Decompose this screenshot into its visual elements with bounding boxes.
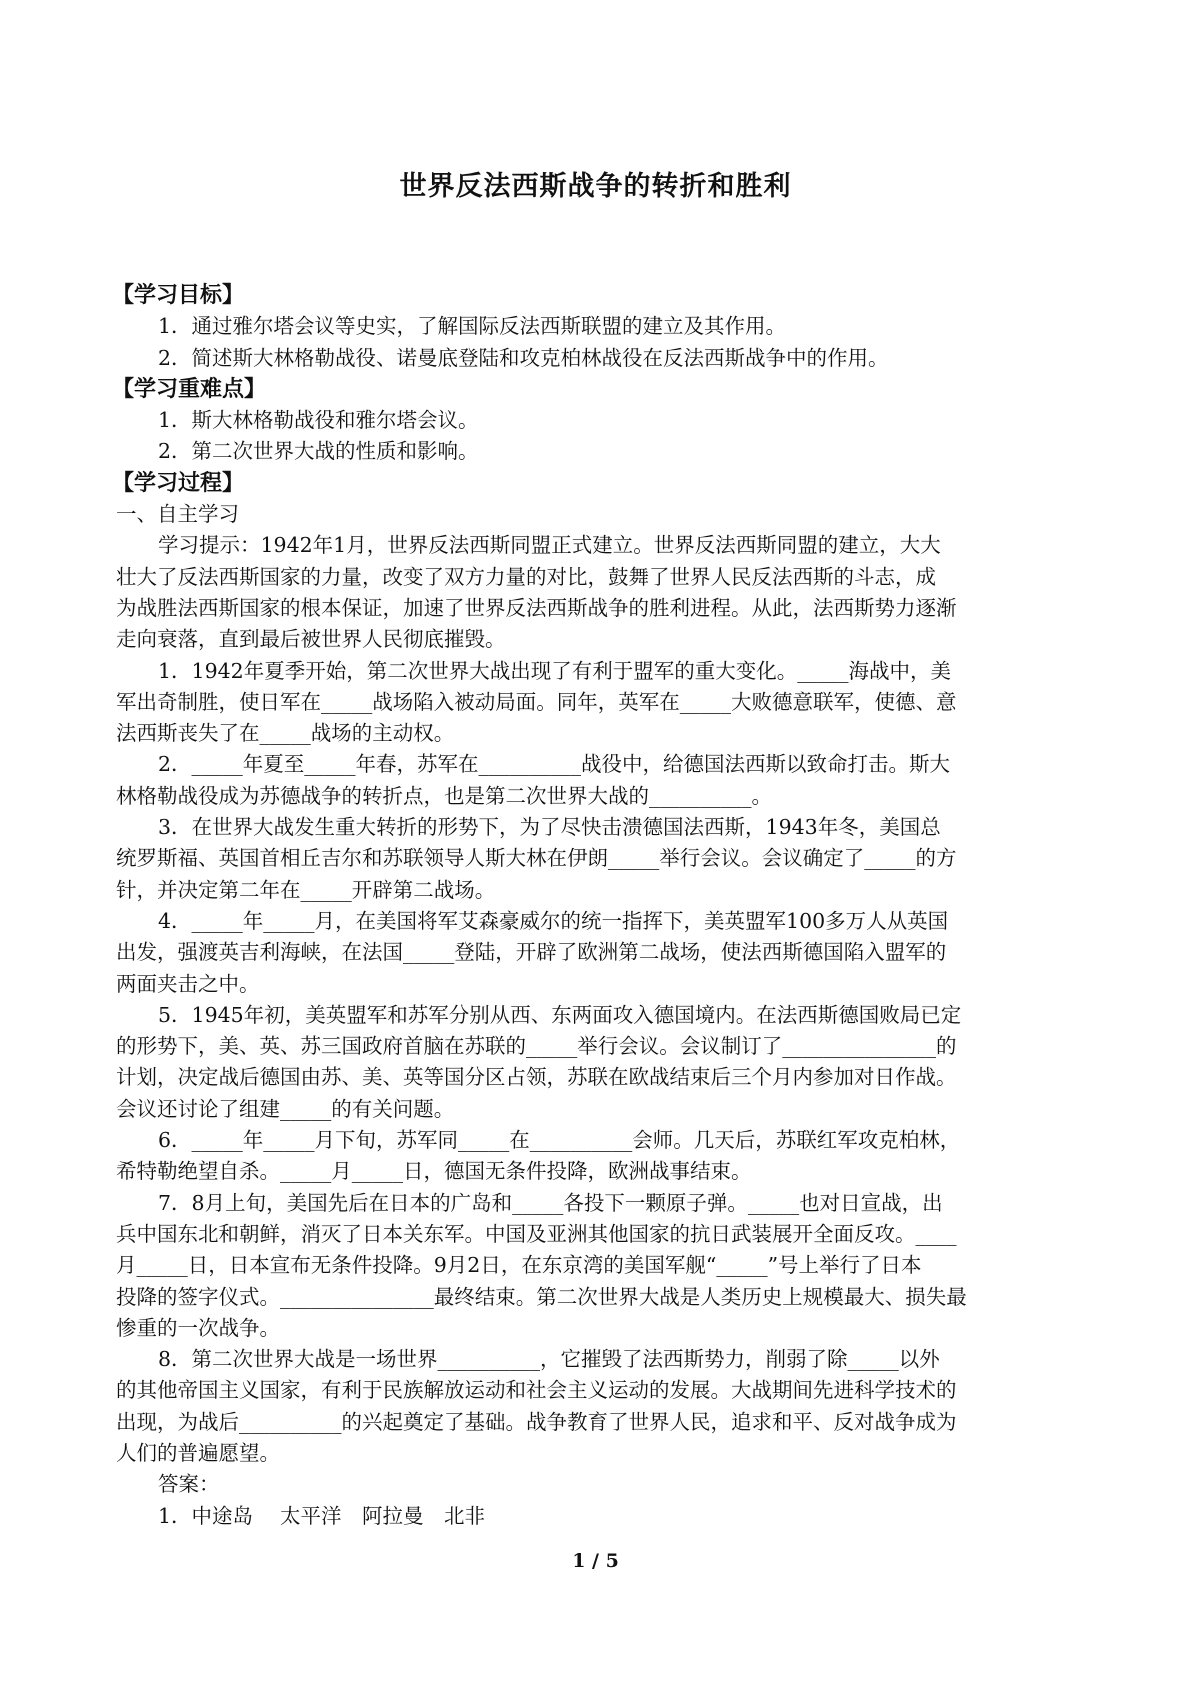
goal-item: 1．通过雅尔塔会议等史实，了解国际反法西斯联盟的建立及其作用。 xyxy=(158,314,787,339)
question-line: 7．8月上旬，美国先后在日本的广岛和_____各投下一颗原子弹。_____也对日宣战，出 xyxy=(158,1190,943,1215)
paragraph-line: 走向衰落，直到最后被世界人民彻底摧毁。 xyxy=(116,627,506,652)
answer-line: 1．中途岛 太平洋 阿拉曼 北非 xyxy=(158,1503,486,1528)
paragraph-line: 为战胜法西斯国家的根本保证，加速了世界反法西斯战争的胜利进程。从此，法西斯势力逐渐 xyxy=(116,595,957,620)
question-line: 5．1945年初，美英盟军和苏军分别从西、东两面攻入德国境内。在法西斯德国败局已定 xyxy=(158,1002,962,1027)
question-line: 计划，决定战后德国由苏、美、英等国分区占领，苏联在欧战结束后三个月内参加对日作战。 xyxy=(116,1065,957,1090)
section-heading-keypoints: 【学习重难点】 xyxy=(112,376,267,402)
question-line: 6．_____年_____月下旬，苏军同_____在__________会师。几天后，苏联红军攻克柏林， xyxy=(158,1128,961,1153)
question-line: 2．_____年夏至_____年春，苏军在__________战役中，给德国法西斯以致命打击。斯大 xyxy=(158,752,951,777)
question-line: 两面夹击之中。 xyxy=(116,971,260,996)
paragraph-line: 壮大了反法西斯国家的力量，改变了双方力量的对比，鼓舞了世界人民反法西斯的斗志，成 xyxy=(116,564,936,589)
question-line: 投降的签字仪式。_______________最终结束。第二次世界大战是人类历史上规模最大、损失最 xyxy=(116,1284,967,1309)
answers-label: 答案： xyxy=(158,1472,220,1497)
question-line: 1．1942年夏季开始，第二次世界大战出现了有利于盟军的重大变化。_____海战中，美 xyxy=(158,658,951,683)
page-number: 1 / 5 xyxy=(572,1550,619,1572)
question-line: 出现，为战后__________的兴起奠定了基础。战争教育了世界人民，追求和平、反对战争成为 xyxy=(116,1409,957,1434)
page-title: 世界反法西斯战争的转折和胜利 xyxy=(399,171,792,202)
question-line: 3．在世界大战发生重大转折的形势下，为了尽快击溃德国法西斯，1943年冬，美国总 xyxy=(158,815,941,840)
goal-item: 2．简述斯大林格勒战役、诺曼底登陆和攻克柏林战役在反法西斯战争中的作用。 xyxy=(158,345,889,370)
question-line: 军出奇制胜，使日军在_____战场陷入被动局面。同年，英军在_____大败德意联军，使德、意 xyxy=(116,689,957,714)
document-body xyxy=(112,280,1096,1532)
section-heading-goals: 【学习目标】 xyxy=(112,283,245,308)
question-line: 兵中国东北和朝鲜，消灭了日本关东军。中国及亚洲其他国家的抗日武装展开全面反攻。____ xyxy=(116,1221,957,1246)
question-line: 会议还讨论了组建_____的有关问题。 xyxy=(116,1096,455,1121)
question-line: 法西斯丧失了在_____战场的主动权。 xyxy=(116,721,455,746)
question-line: 的形势下，美、英、苏三国政府首脑在苏联的_____举行会议。会议制订了_______________的 xyxy=(116,1034,957,1059)
question-line: 4．_____年_____月，在美国将军艾森豪威尔的统一指挥下，美英盟军100多万人从英国 xyxy=(158,908,949,933)
question-line: 惨重的一次战争。 xyxy=(116,1315,280,1340)
question-line: 月_____日，日本宣布无条件投降。9月2日，在东京湾的美国军舰“_____”号上举行了日本 xyxy=(116,1253,922,1278)
question-line: 人们的普遍愿望。 xyxy=(116,1440,280,1465)
question-line: 的其他帝国主义国家，有利于民族解放运动和社会主义运动的发展。大战期间先进科学技术的 xyxy=(116,1378,957,1403)
subsection-title: 一、自主学习 xyxy=(116,502,239,527)
question-line: 出发，强渡英吉利海峡，在法国_____登陆，开辟了欧洲第二战场，使法西斯德国陷入盟军的 xyxy=(116,940,947,965)
keypoint-item: 2．第二次世界大战的性质和影响。 xyxy=(158,439,479,464)
question-line: 希特勒绝望自杀。_____月_____日，德国无条件投降，欧洲战事结束。 xyxy=(116,1159,752,1184)
question-line: 针，并决定第二年在_____开辟第二战场。 xyxy=(116,877,496,902)
question-line: 8．第二次世界大战是一场世界__________，它摧毁了法西斯势力，削弱了除_____以外 xyxy=(158,1347,940,1372)
question-line: 林格勒战役成为苏德战争的转折点，也是第二次世界大战的__________。 xyxy=(116,783,772,808)
section-heading-process: 【学习过程】 xyxy=(112,470,245,496)
question-line: 统罗斯福、英国首相丘吉尔和苏联领导人斯大林在伊朗_____举行会议。会议确定了_____的方 xyxy=(116,846,957,871)
paragraph-line: 学习提示：1942年1月，世界反法西斯同盟正式建立。世界反法西斯同盟的建立，大大 xyxy=(158,533,941,558)
keypoint-item: 1．斯大林格勒战役和雅尔塔会议。 xyxy=(158,408,479,433)
